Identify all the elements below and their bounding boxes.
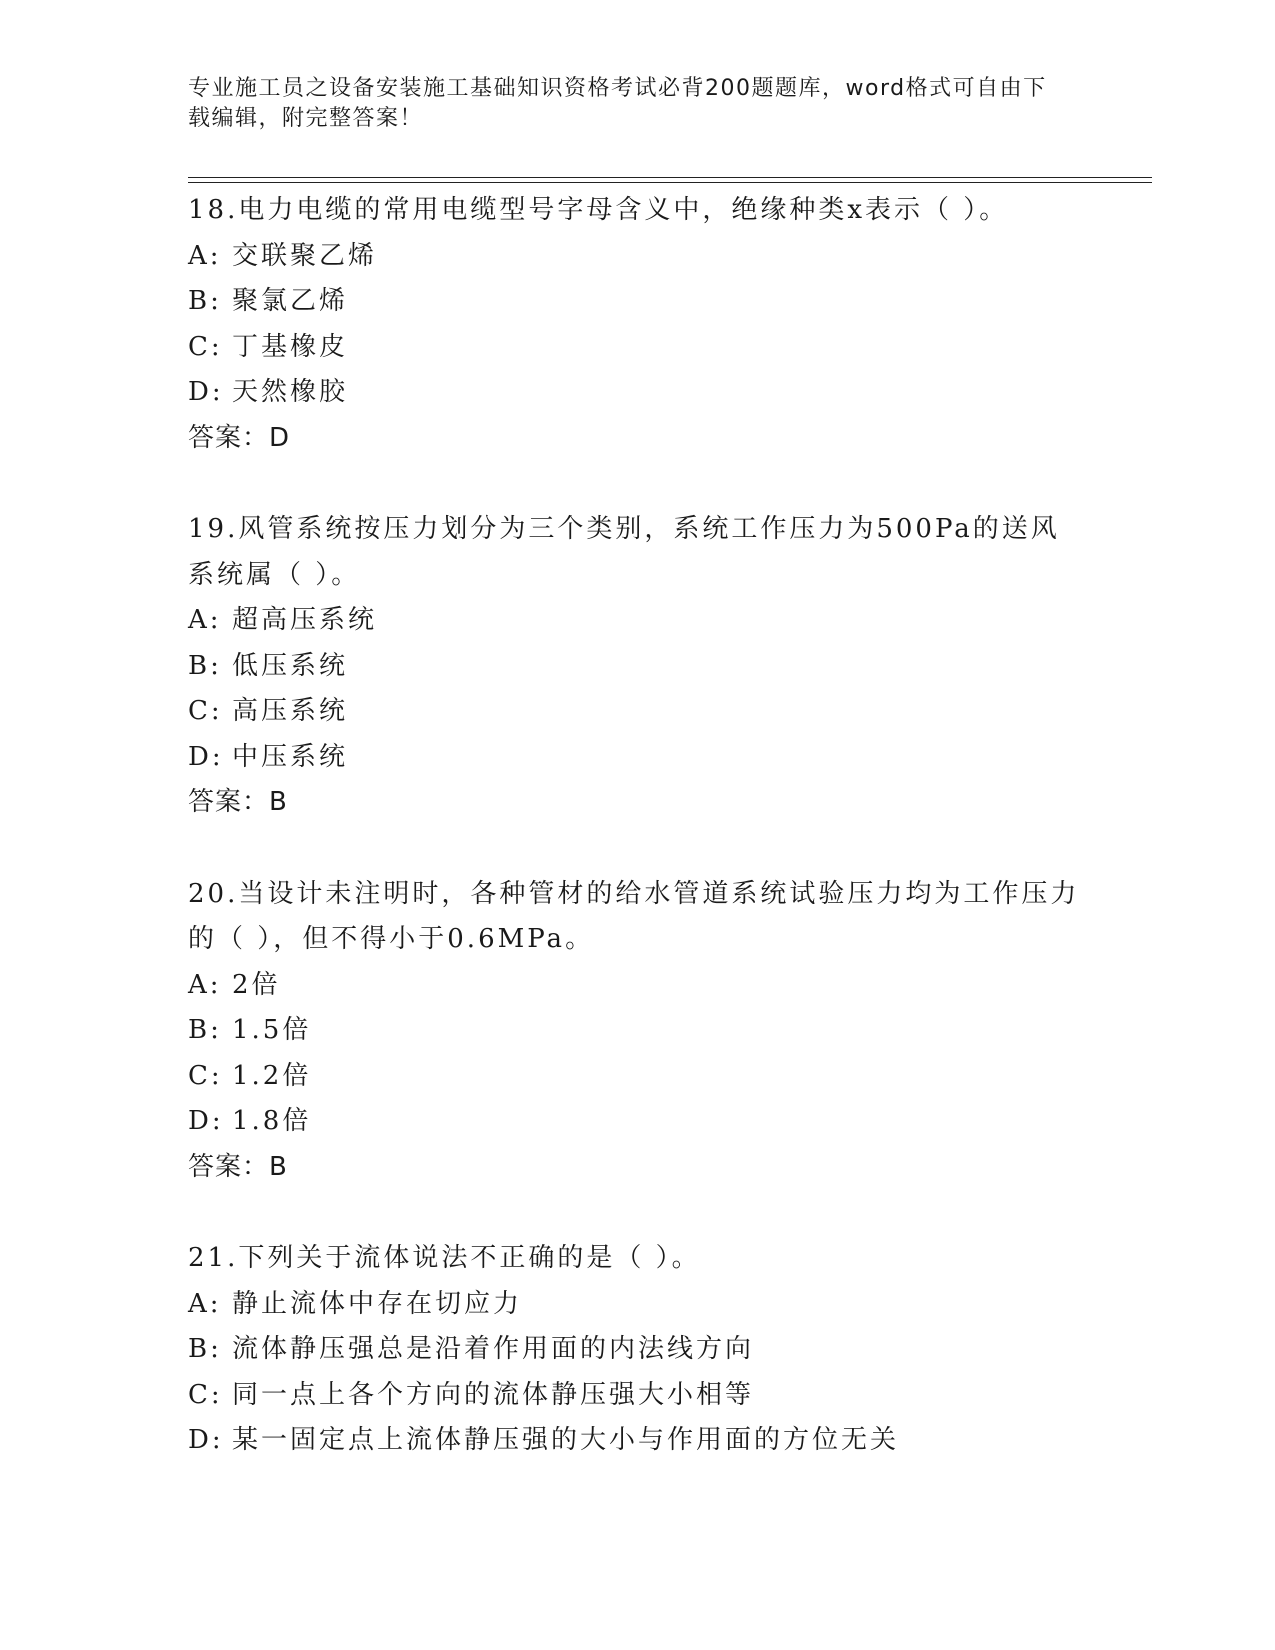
option-text: 中压系统 xyxy=(232,741,349,772)
header-rule-top xyxy=(188,177,1152,178)
option-c xyxy=(188,1054,1088,1100)
question-stem: 19.风管系统按压力划分为三个类别，系统工作压力为500Pa的送风系统属（ ）。 xyxy=(188,514,1060,590)
option-d xyxy=(188,735,1088,781)
option-text: 低压系统 xyxy=(232,650,349,681)
option-text: 静止流体中存在切应力 xyxy=(232,1288,523,1319)
option-text: 天然橡胶 xyxy=(232,377,349,407)
option-letter: D: xyxy=(188,1425,224,1455)
answer-line: 答案：D xyxy=(188,422,291,453)
option-d xyxy=(188,1099,1088,1145)
option-a xyxy=(188,963,1088,1009)
question-18 xyxy=(188,188,1088,461)
option-letter: D: xyxy=(188,741,224,772)
option-letter: A: xyxy=(188,605,222,635)
question-20 xyxy=(188,872,1088,1191)
option-letter: D: xyxy=(188,377,224,407)
option-letter: B: xyxy=(188,1015,222,1045)
option-letter: C: xyxy=(188,1060,223,1091)
option-text: 同一点上各个方向的流体静压强大小相等 xyxy=(232,1379,755,1410)
question-stem: 18.电力电缆的常用电缆型号字母含义中，绝缘种类x表示（ ）。 xyxy=(188,195,1009,225)
option-letter: A: xyxy=(188,1288,222,1319)
question-stem: 20.当设计未注明时，各种管材的给水管道系统试验压力均为工作压力的（ ），但不得小于0.6MPa。 xyxy=(188,878,1080,954)
option-letter: C: xyxy=(188,696,223,726)
question-list xyxy=(188,188,1088,1464)
option-text: 超高压系统 xyxy=(232,605,378,635)
answer-line: 答案：B xyxy=(188,787,288,817)
question-stem: 21.下列关于流体说法不正确的是（ ）。 xyxy=(188,1243,701,1273)
question-19 xyxy=(188,507,1088,826)
option-b xyxy=(188,1008,1088,1054)
option-text: 1.5倍 xyxy=(232,1015,312,1045)
option-c xyxy=(188,325,1088,371)
option-c xyxy=(188,1373,1088,1419)
option-b xyxy=(188,644,1088,690)
answer-line: 答案：B xyxy=(188,1151,288,1182)
option-letter: B: xyxy=(188,650,222,681)
option-letter: B: xyxy=(188,1334,222,1364)
option-text: 高压系统 xyxy=(232,696,349,726)
option-letter: C: xyxy=(188,1379,223,1410)
option-letter: B: xyxy=(188,286,222,316)
option-text: 1.2倍 xyxy=(232,1060,312,1091)
option-text: 流体静压强总是沿着作用面的内法线方向 xyxy=(232,1334,755,1364)
header-rule-bottom xyxy=(188,182,1152,183)
option-letter: A: xyxy=(188,969,222,1000)
option-text: 1.8倍 xyxy=(232,1106,312,1136)
option-letter: D: xyxy=(188,1106,224,1136)
option-text: 交联聚乙烯 xyxy=(232,240,378,271)
option-b xyxy=(188,279,1088,325)
option-letter: A: xyxy=(188,240,222,271)
option-d xyxy=(188,370,1088,416)
question-21 xyxy=(188,1236,1088,1464)
option-text: 聚氯乙烯 xyxy=(232,286,349,316)
option-letter: C: xyxy=(188,331,223,362)
option-a xyxy=(188,1282,1088,1328)
document-header: 专业施工员之设备安装施工基础知识资格考试必背200题题库，word格式可自由下载编辑，附完整答案！ xyxy=(188,76,1047,131)
option-text: 丁基橡皮 xyxy=(232,331,349,362)
option-a xyxy=(188,234,1088,280)
option-d xyxy=(188,1418,1088,1464)
option-b xyxy=(188,1327,1088,1373)
option-a xyxy=(188,598,1088,644)
option-text: 某一固定点上流体静压强的大小与作用面的方位无关 xyxy=(232,1425,900,1455)
option-c xyxy=(188,689,1088,735)
option-text: 2倍 xyxy=(232,969,281,1000)
